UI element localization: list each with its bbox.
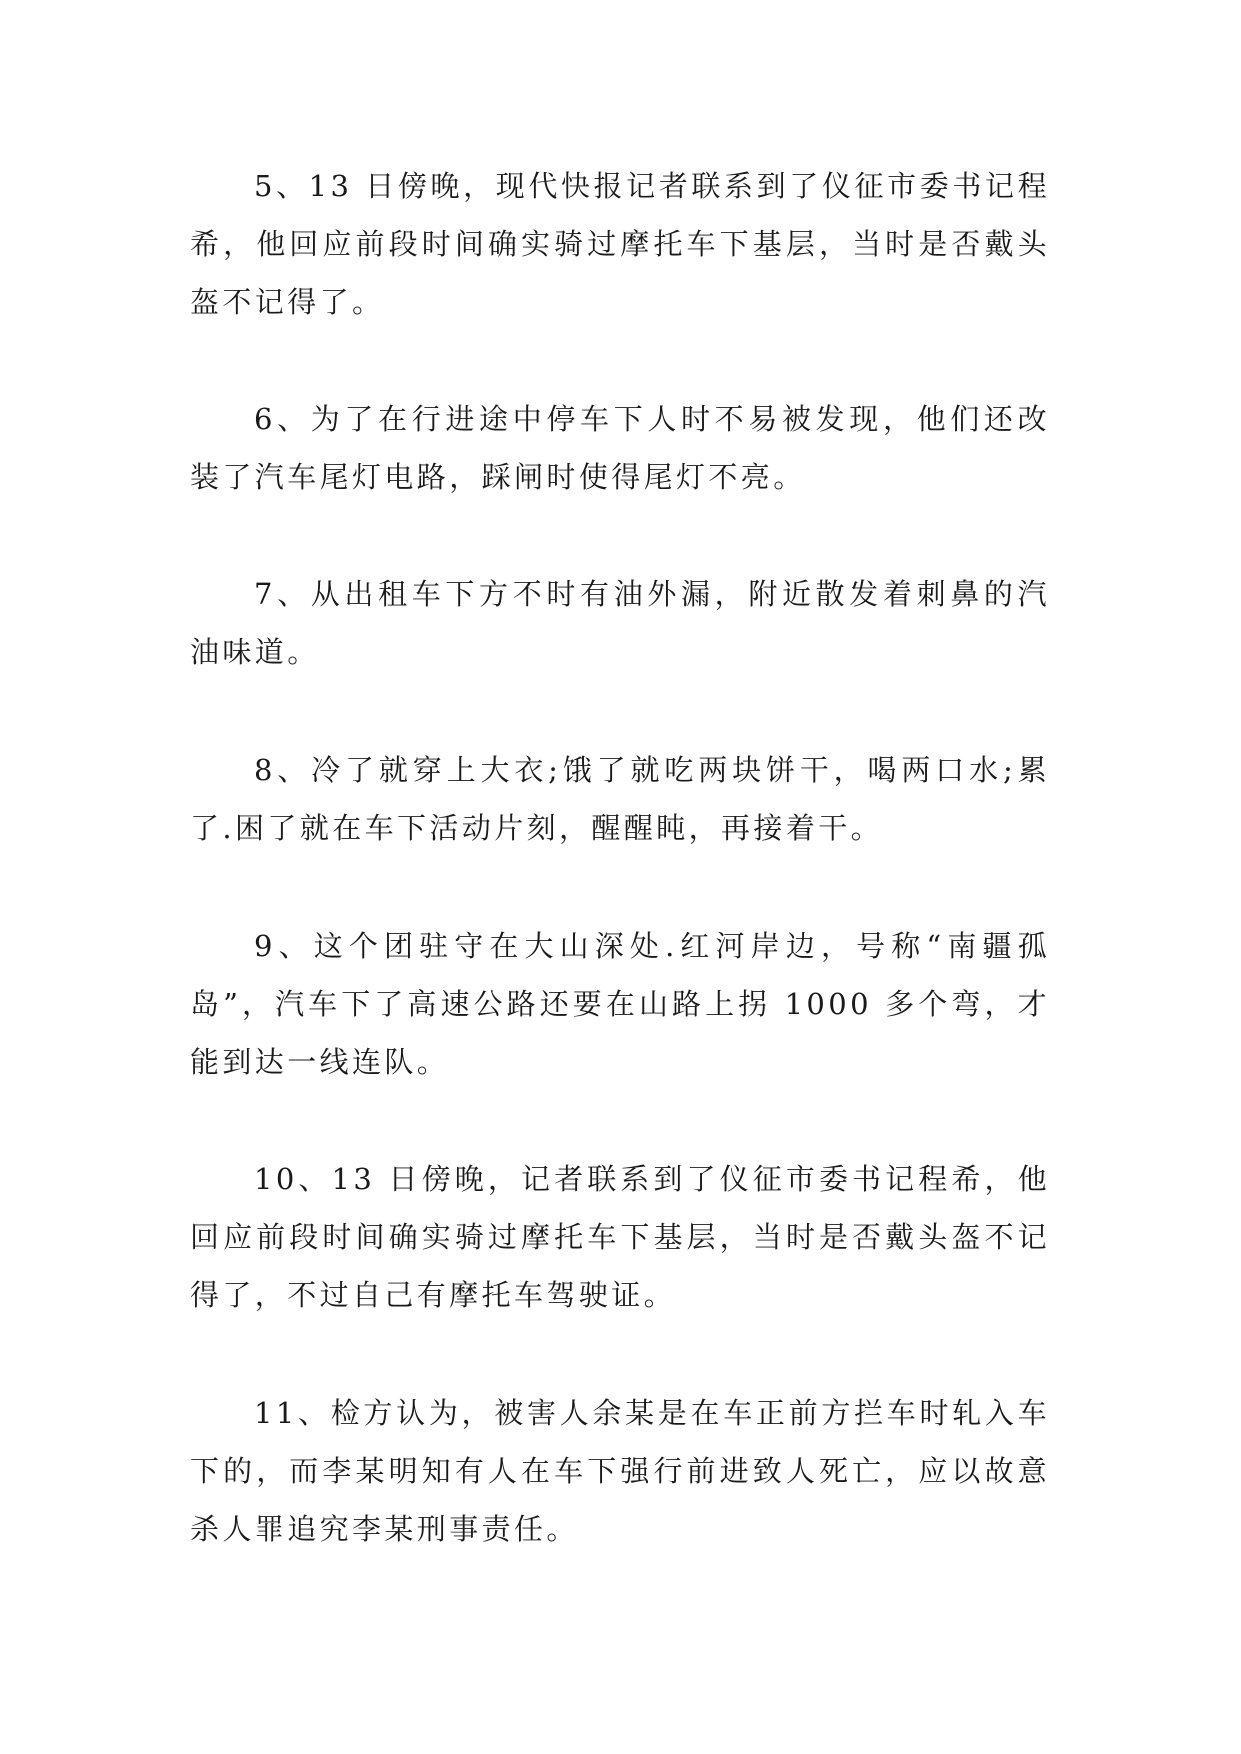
paragraph-7: 7、从出租车下方不时有油外漏，附近散发着刺鼻的汽油味道。 bbox=[190, 577, 1050, 669]
paragraph-5: 5、13 日傍晚，现代快报记者联系到了仪征市委书记程希，他回应前段时间确实骑过摩托车下基层，当时是否戴头盔不记得了。 bbox=[190, 169, 1050, 319]
paragraph-11: 11、检方认为，被害人余某是在车正前方拦车时轧入车下的，而李某明知有人在车下强行前进致人死亡，应以故意杀人罪追究李某刑事责任。 bbox=[190, 1396, 1050, 1546]
paragraph-6: 6、为了在行进途中停车下人时不易被发现，他们还改装了汽车尾灯电路，踩闸时使得尾灯不亮。 bbox=[190, 402, 1050, 494]
paragraph-8: 8、冷了就穿上大衣;饿了就吃两块饼干，喝两口水;累了.困了就在车下活动片刻，醒醒盹，再接着干。 bbox=[190, 753, 1050, 845]
paragraph-10: 10、13 日傍晚，记者联系到了仪征市委书记程希，他回应前段时间确实骑过摩托车下基层，当时是否戴头盔不记得了，不过自己有摩托车驾驶证。 bbox=[190, 1162, 1050, 1312]
paragraph-9: 9、这个团驻守在大山深处.红河岸边，号称“南疆孤岛”，汽车下了高速公路还要在山路上拐 1000 多个弯，才能到达一线连队。 bbox=[190, 929, 1050, 1079]
